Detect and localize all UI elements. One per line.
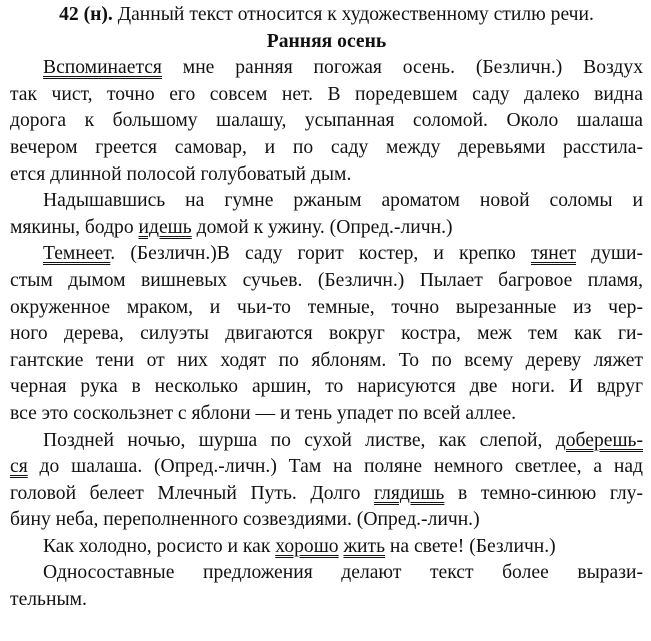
text-line: черная рука в несколько аршин, то нарисуются две ноги. И вдруг	[10, 376, 643, 398]
text-line: так чист, точно его совсем нет. В поредевшем саду далеко видна	[10, 83, 643, 105]
text-line: вечером греется самовар, и по саду между деревьями расстила-	[10, 136, 643, 158]
text-line: ется длинной полосой голубоватый дым.	[10, 163, 352, 185]
text-line: окруженное мраком, и чьи-то темные, точно вырезанные из чер-	[10, 296, 643, 318]
text-line: Надышавшись на гумне ржаным ароматом новой соломы и	[43, 190, 643, 212]
text-line: дорога к большому шалашу, усыпанная соломой. Около шалаша	[10, 110, 643, 132]
text-line: Односоставные предложения делают текст более вырази-	[43, 562, 643, 584]
text-line: головой белеет Млечный Путь. Долго глядишь в темно-синюю глу-	[10, 482, 643, 504]
underlined-predicate: Вспоминается	[43, 57, 162, 79]
underlined-predicate: глядишь	[374, 482, 445, 504]
underlined-predicate: жить	[343, 535, 386, 557]
text-line: Вспоминается мне ранняя погожая осень. (Безличн.) Воздух	[43, 57, 643, 79]
underlined-predicate: Темнеет	[43, 243, 111, 265]
underlined-predicate: доберешь-	[555, 429, 643, 451]
text-title: Ранняя осень	[266, 30, 387, 52]
text-line: бину неба, переполненного созвездиями. (Опред.-личн.)	[10, 509, 480, 531]
text-line: тельным.	[10, 589, 87, 611]
text-line: Темнеет. (Безличн.)В саду горит костер, и крепко тянет души-	[43, 243, 643, 265]
exercise-statement: Данный текст относится к художественному стилю речи.	[117, 4, 594, 25]
underlined-predicate: тянет	[530, 243, 577, 265]
exercise-number: 42 (н).	[59, 4, 113, 25]
underlined-predicate: идешь	[138, 216, 192, 238]
text-line: ного дерева, силуэты двигаются вокруг костра, меж тем как ги-	[10, 323, 643, 345]
text-line: мякины, бодро идешь домой к ужину. (Опред.-личн.)	[10, 216, 453, 238]
text-line: Поздней ночью, шурша по сухой листве, как слепой, доберешь-	[43, 429, 643, 451]
text-line: стым дымом вишневых сучьев. (Безличн.) Пылает багровое пламя,	[10, 269, 643, 291]
text-line: ся до шалаша. (Опред.-личн.) Там на поляне немного светлее, а над	[10, 456, 643, 478]
underlined-predicate: ся	[10, 456, 28, 478]
text-line: гантские тени от них ходят по яблоням. То по всему дереву ляжет	[10, 349, 643, 371]
text-line: все это соскользнет с яблони — и тень упадет по всей аллее.	[10, 402, 517, 424]
text-line: Как холодно, росисто и как хорошо жить на свете! (Безличн.)	[43, 535, 556, 557]
underlined-predicate: хорошо	[275, 535, 339, 557]
exercise-header	[10, 2, 643, 29]
